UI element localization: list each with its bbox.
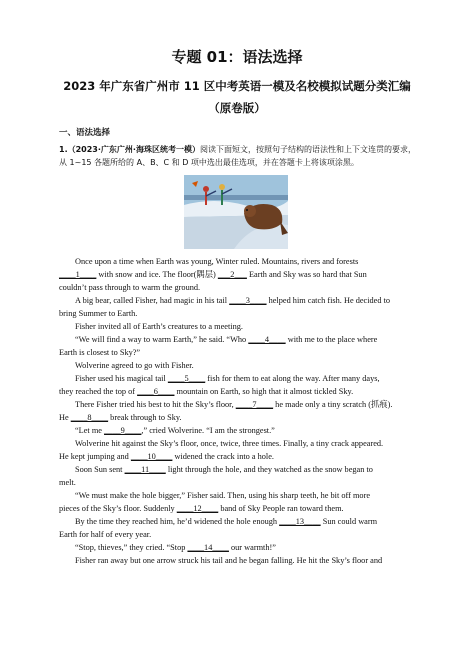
passage-text: Fisher used his magical tail [75, 374, 168, 383]
passage-line [59, 502, 425, 515]
passage-text: break through to Sky. [108, 413, 182, 422]
passage-line [59, 398, 425, 411]
passage-line [59, 424, 425, 437]
blank-11: ____11____ [124, 465, 166, 474]
passage-text: helped him catch fish. He decided to [266, 296, 391, 305]
passage-line: Fisher invited all of Earth’s creatures to a meeting. [75, 322, 243, 331]
question-number: 1. [59, 145, 68, 154]
passage-line: Wolverine hit against the Sky’s floor, once, twice, three times. Finally, a tiny crack appeared. [75, 439, 384, 448]
edition-label: （原卷版） [208, 101, 266, 115]
passage-text: he made only a tiny scratch (抓痕). [273, 400, 393, 409]
passage-text: Soon Sun sent [75, 465, 125, 474]
story-illustration [184, 175, 288, 249]
passage-text: mountain on Earth, so high that it almost tickled Sky. [174, 387, 354, 396]
section-title: 一、语法选择 [59, 128, 111, 138]
passage-line [59, 294, 425, 307]
passage-line [59, 372, 425, 385]
passage-line: bring Summer to Earth. [59, 309, 138, 318]
blank-5: ____5____ [167, 374, 206, 383]
passage-line [59, 385, 425, 398]
passage-text: There Fisher tried his best to hit the Sky’s floor, [75, 400, 236, 409]
passage-text: with me to the place where [285, 335, 378, 344]
passage-text: widened the crack into a hole. [172, 452, 274, 461]
passage-line: “We must make the hole bigger,” Fisher said. Then, using his sharp teeth, he bit off more [75, 491, 371, 500]
passage-line: couldn’t pass through to warm the ground. [59, 283, 201, 292]
passage-line: Earth for half of every year. [59, 530, 152, 539]
passage-text: “Let me [75, 426, 105, 435]
passage-text: band of Sky People ran toward them. [218, 504, 344, 513]
blank-14: ____14____ [187, 543, 229, 552]
document-subtitle: 2023 年广东省广州市 11 区中考英语一模及名校模拟试题分类汇编 [63, 79, 411, 93]
passage-line: Wolverine agreed to go with Fisher. [75, 361, 194, 370]
page-title: 专题 01：语法选择 [171, 48, 303, 66]
blank-1: ____1____ [59, 270, 97, 279]
passage-text: He [59, 413, 71, 422]
blank-4: ____4____ [248, 335, 286, 344]
passage-text: A big bear, called Fisher, had magic in his tail [75, 296, 230, 305]
blank-13: ____13____ [279, 517, 321, 526]
passage-line: Fisher ran away but one arrow struck his tail and he began falling. He hit the Sky’s floor and [75, 556, 383, 565]
question-intro [59, 143, 419, 169]
passage-line [59, 515, 425, 528]
passage-text: our warmth!” [228, 543, 276, 552]
passage-text: pieces of the Sky’s floor. Suddenly [59, 504, 177, 513]
passage-line: Earth is closest to Sky?” [59, 348, 141, 357]
blank-8: ____8____ [70, 413, 109, 422]
passage-line [59, 541, 425, 554]
passage-text: He kept jumping and [59, 452, 131, 461]
question-source: （2023·广东广州·海珠区统考一模） [67, 145, 200, 154]
passage-text: By the time they reached him, he’d widened the hole enough [75, 517, 280, 526]
passage-text: “We will find a way to warm Earth,” he said. “Who [75, 335, 249, 344]
question-instruction: 阅读下面短文，按照句子结构的语法性和上下文连贯的要求，从 1~15 各题所给的 A、B、C 和 D 项中选出最佳选项，并在答题卡上将该项涂黑。 [59, 145, 416, 167]
blank-7: ____7____ [235, 400, 274, 409]
passage-text: Earth and Sky was so hard that Sun [246, 270, 367, 279]
passage [59, 255, 425, 567]
passage-text: light through the hole, and they watched as the snow began to [165, 465, 373, 474]
passage-line: melt. [59, 478, 76, 487]
blank-12: ____12____ [176, 504, 219, 513]
passage-text: they reached the top of [59, 387, 138, 396]
passage-line [59, 411, 425, 424]
blank-6: ____6____ [137, 387, 175, 396]
passage-text: ,” cried Wolverine. “I am the strongest.” [141, 426, 275, 435]
passage-text: with snow and ice. The floor(隅层) [96, 270, 218, 279]
blank-2: ___2___ [217, 270, 247, 279]
blank-3: ____3____ [229, 296, 267, 305]
passage-line [59, 333, 425, 346]
passage-text: Sun could warm [320, 517, 378, 526]
passage-text: fish for them to eat along the way. After many days, [205, 374, 380, 383]
passage-line: Once upon a time when Earth was young, Winter ruled. Mountains, rivers and forests [75, 257, 359, 266]
passage-text: “Stop, thieves,” they cried. “Stop [75, 543, 188, 552]
passage-line [59, 450, 425, 463]
passage-line [59, 463, 425, 476]
blank-9: ____9____ [104, 426, 142, 435]
passage-line [59, 268, 425, 281]
blank-10: ____10____ [130, 452, 173, 461]
